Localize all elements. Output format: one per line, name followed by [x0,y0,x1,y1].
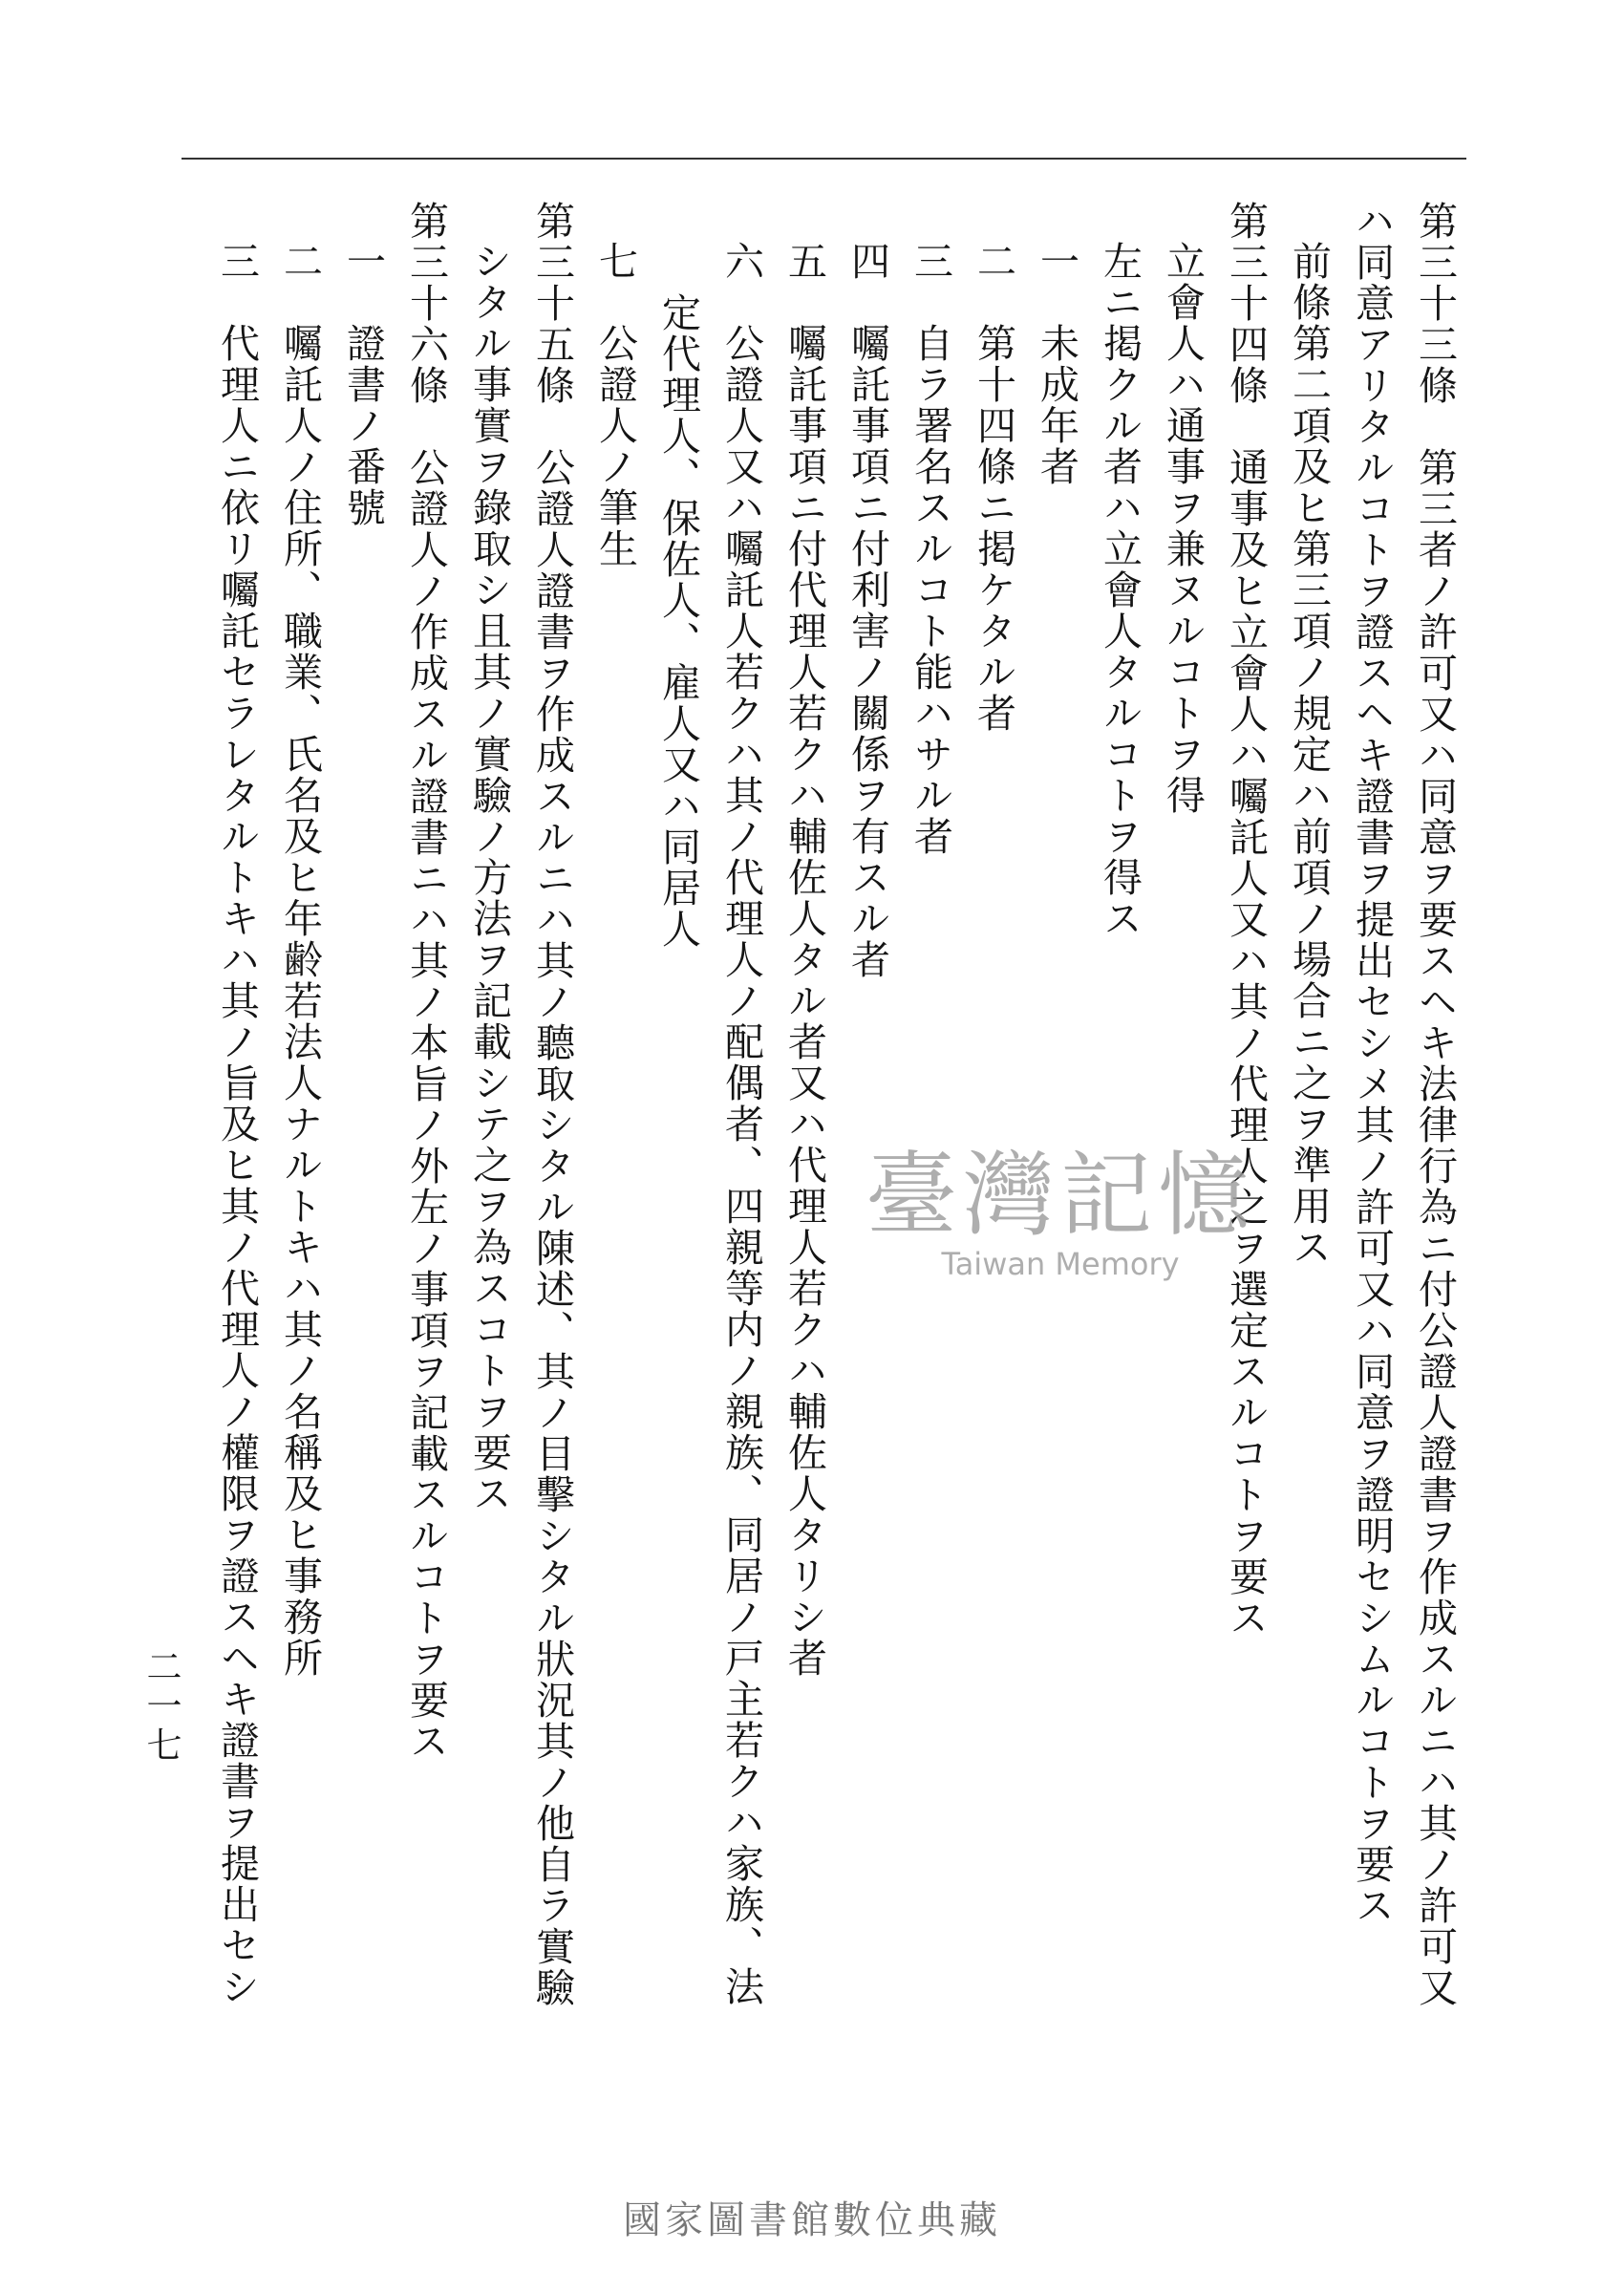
text-column [331,201,395,2073]
text-segment: 立會人ハ通事ヲ兼ヌルコトヲ得 [1160,241,1206,816]
text-segment: シタル事實ヲ錄取シ且其ノ實驗ノ方法ヲ記載シテ之ヲ為スコトヲ要ス [466,241,512,1514]
text-segment: 二 第十四條ニ掲ケタル者 [971,241,1016,734]
text-segment: 前條第二項及ヒ第三項ノ規定ハ前項ノ場合ニ之ヲ準用ス [1286,241,1332,1268]
footer-text: 國家圖書館數位典藏 [623,2198,1001,2242]
text-column [773,201,836,2073]
text-column [899,201,962,2073]
text-column [836,201,899,2073]
text-segment: 左ニ掲クル者ハ立會人タルコトヲ得ス [1097,241,1143,939]
text-column [1088,201,1151,2073]
text-column [710,201,773,2073]
text-segment: ハ同意アリタルコトヲ證スヘキ證書ヲ提出セシメ其ノ許可又ハ同意ヲ證明セシムルコトヲ要ス [1349,201,1395,1926]
watermark-chinese: 臺灣記憶 [865,1142,1255,1249]
text-column [1340,201,1403,2073]
text-segment: 第三十六條 公證人ノ作成スル證書ニハ其ノ本旨ノ外左ノ事項ヲ記載スルコトヲ要ス [403,201,449,1762]
text-segment: 二 囑託人ノ住所、職業、氏名及ヒ年齢若法人ナルトキハ其ノ名稱及ヒ事務所 [277,241,323,1679]
text-column [1277,201,1340,2073]
text-segment: 六 公證人又ハ囑託人若クハ其ノ代理人ノ配偶者、四親等内ノ親族、同居ノ戸主若クハ家族、法 [718,241,764,2007]
text-segment: 第三十五條 公證人證書ヲ作成スルニハ其ノ聽取シタル陳述、其ノ目擊シタル狀況其ノ他自ラ實驗 [529,201,575,2008]
vertical-text-block [129,201,1466,2073]
header-rule [182,158,1466,160]
text-column [521,201,584,2073]
text-column [1403,201,1466,2073]
text-column [647,201,710,2073]
text-segment: 三 代理人ニ依リ囑託セラレタルトキハ其ノ旨及ヒ其ノ代理人ノ權限ヲ證スヘキ證書ヲ提出セシ [214,241,260,2007]
text-column [1151,201,1214,2073]
text-column [584,201,647,2073]
page-number: 二一七 [140,1648,182,1766]
text-segment: 定代理人、保佐人、雇人又ハ同居人 [655,292,701,950]
text-segment: 一 證書ノ番號 [340,241,386,528]
text-column [205,201,268,2073]
text-segment: 七 公證人ノ筆生 [592,241,638,569]
text-segment: 三 自ラ署名スルコト能ハサル者 [908,241,953,857]
text-segment: 四 囑託事項ニ付利害ノ關係ヲ有スル者 [844,241,890,980]
text-column [962,201,1025,2073]
text-segment: 第三十三條 第三者ノ許可又ハ同意ヲ要スヘキ法律行為ニ付公證人證書ヲ作成スルニハ其ノ許可又 [1412,201,1458,2008]
text-column [1025,201,1088,2073]
text-column [458,201,521,2073]
text-segment: 五 囑託事項ニ付代理人若クハ輔佐人タル者又ハ代理人若クハ輔佐人タリシ者 [781,241,827,1679]
watermark-english: Taiwan Memory [941,1246,1180,1282]
text-segment: 第三十四條 通事及ヒ立會人ハ囑託人又ハ其ノ代理人之ヲ選定スルコトヲ要ス [1223,201,1269,1639]
text-column [268,201,331,2073]
text-column [1214,201,1277,2073]
text-segment: 一 未成年者 [1034,241,1079,487]
text-column [395,201,458,2073]
